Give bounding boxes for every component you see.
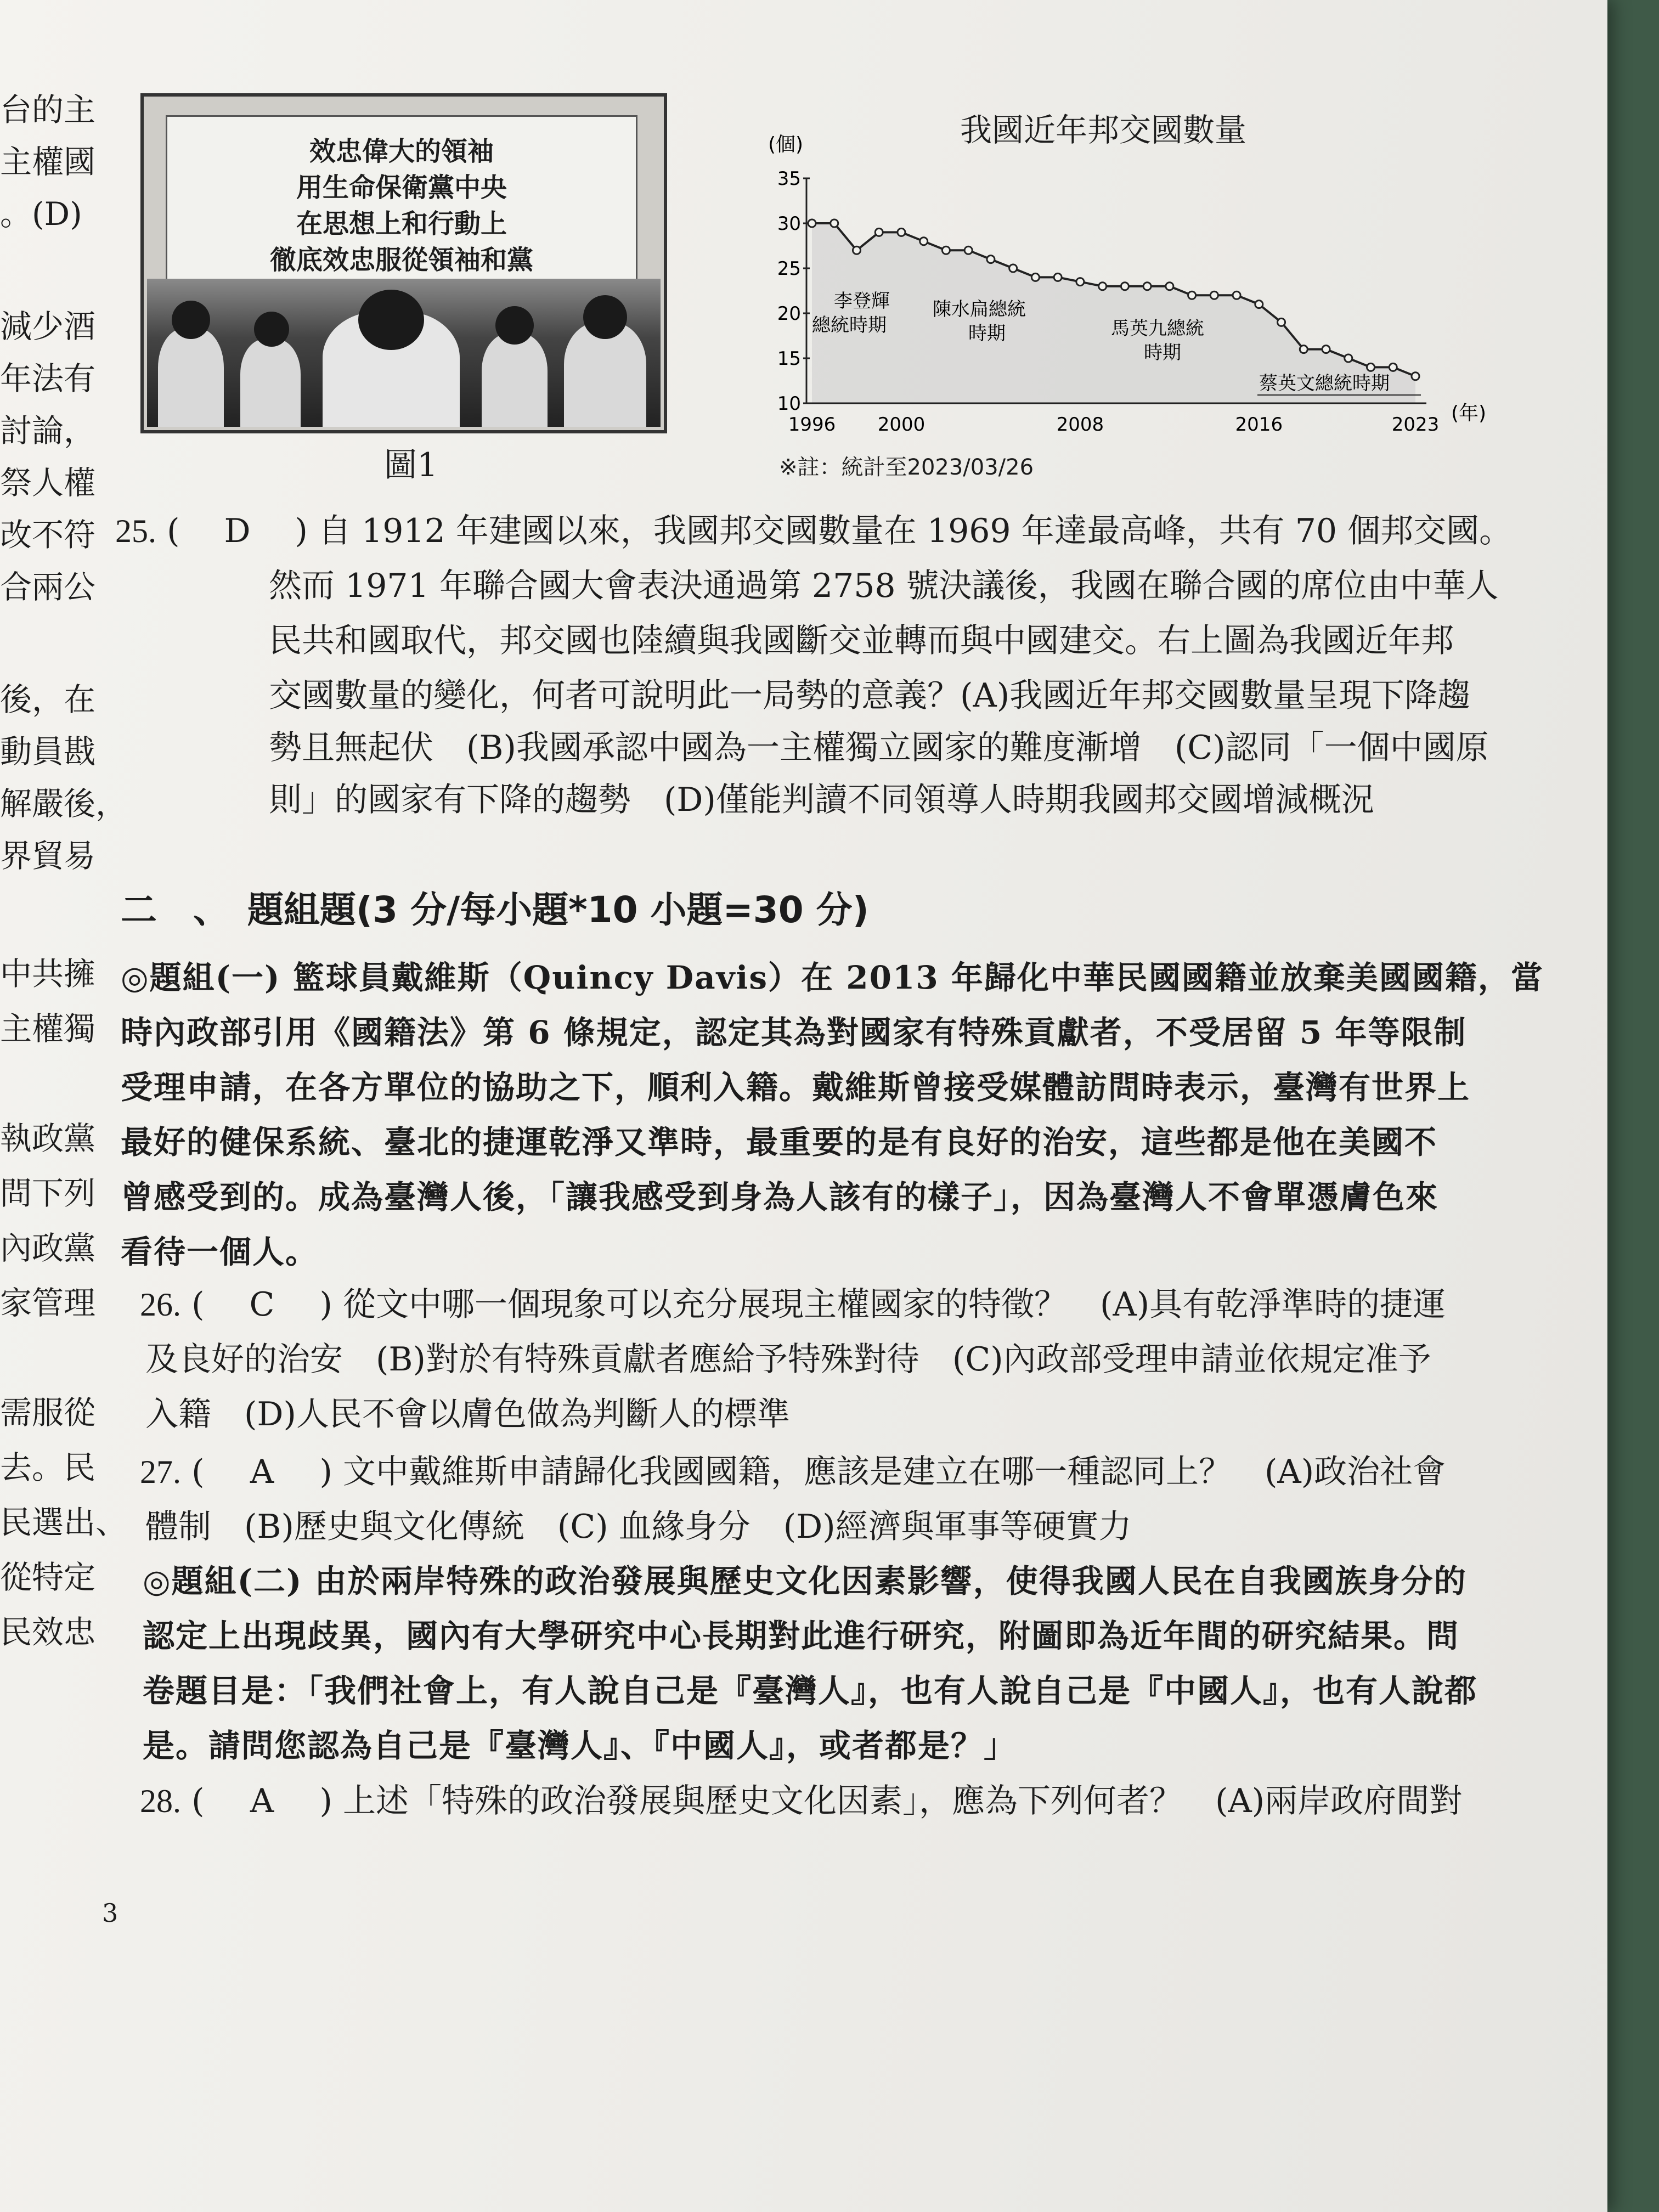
page-number: 3 <box>102 1898 119 1928</box>
y-tick-label: 30 <box>777 213 801 235</box>
data-point <box>1300 346 1307 353</box>
question-text: 則」的國家有下降的趨勢 (D)僅能判讀不同領導人時期我國邦交國增減概況 <box>269 781 1374 819</box>
fragment: 從特定 <box>0 1559 96 1596</box>
fragment: 合兩公 <box>0 568 96 606</box>
question-number: 27. <box>140 1454 181 1490</box>
data-point <box>1233 291 1240 299</box>
data-point <box>808 219 816 227</box>
x-tick-label: 2016 <box>1235 414 1283 436</box>
answer-mark: A <box>250 1782 274 1820</box>
fragment: 年法有 <box>0 360 96 397</box>
fragment: 執政黨 <box>0 1120 96 1157</box>
data-point <box>942 246 950 254</box>
fragment: 家管理 <box>0 1284 96 1322</box>
passage-line: 看待一個人。 <box>121 1233 319 1271</box>
figure-1-caption: 圖1 <box>384 446 438 484</box>
answer-mark: C <box>249 1285 275 1324</box>
data-point <box>920 238 928 245</box>
fragment: 討論， <box>0 412 96 449</box>
fragment: 中共擁 <box>0 955 96 992</box>
fragment: 民選出、 <box>0 1504 128 1541</box>
period-label-ma: 馬英九總統時期 <box>1111 318 1204 364</box>
question-number: 26. <box>140 1286 181 1323</box>
question-text: 從文中哪一個現象可以充分展現主權國家的特徵？ (A)具有乾淨準時的捷運 <box>343 1285 1446 1324</box>
question-text: 自 1912 年建國以來，我國邦交國數量在 1969 年達最高峰，共有 70 個邦交國。 <box>318 512 1513 550</box>
diplomatic-allies-chart <box>757 126 1503 450</box>
passage-line: 時內政部引用《國籍法》第 6 條規定，認定其為對國家有特殊貢獻者，不受居留 5 年等限制 <box>121 1014 1467 1051</box>
question-text: 然而 1971 年聯合國大會表決通過第 2758 號決議後，我國在聯合國的席位由中華人 <box>269 567 1499 605</box>
data-point <box>875 228 883 236</box>
y-tick-label: 35 <box>777 168 801 190</box>
data-point <box>1367 363 1375 371</box>
x-tick-labels <box>788 414 1440 436</box>
data-point <box>1389 363 1397 371</box>
data-point <box>1031 273 1039 281</box>
question-text: 民共和國取代，邦交國也陸續與我國斷交並轉而與中國建交。右上圖為我國近年邦 <box>269 622 1454 660</box>
figure-1-photo <box>140 93 667 433</box>
x-tick-label: 2023 <box>1391 414 1440 436</box>
data-point <box>1009 264 1017 272</box>
fragment: 祭人權 <box>0 464 96 501</box>
y-tick-label: 10 <box>777 393 801 415</box>
fragment: 改不符 <box>0 516 96 554</box>
y-axis-unit: (個) <box>768 133 804 156</box>
question-text: 及良好的治安 (B)對於有特殊貢獻者應給予特殊對待 (C)內政部受理申請並依規定准予 <box>145 1340 1431 1379</box>
x-tick-label: 1996 <box>788 414 836 436</box>
fragment: 動員戡 <box>0 733 96 770</box>
data-point <box>1188 291 1196 299</box>
y-tick-label: 25 <box>777 258 801 280</box>
question-text: 文中戴維斯申請歸化我國國籍，應該是建立在哪一種認同上？ (A)政治社會 <box>343 1453 1446 1491</box>
passage-line: 受理申請，在各方單位的協助之下，順利入籍。戴維斯曾接受媒體訪問時表示，臺灣有世界上 <box>121 1069 1471 1106</box>
data-point <box>1255 301 1263 308</box>
fragment: 民效忠 <box>0 1613 96 1651</box>
data-point <box>1412 373 1419 380</box>
fragment: 去。民 <box>0 1449 96 1486</box>
passage-line: 認定上出現歧異，國內有大學研究中心長期對此進行研究，附圖即為近年間的研究結果。問 <box>143 1617 1460 1655</box>
x-tick-label: 2000 <box>877 414 926 436</box>
banner-line: 在思想上和行動上 <box>296 208 507 239</box>
fragment: 需服從 <box>0 1394 96 1431</box>
period-label-tsai: 蔡英文總統時期 <box>1259 373 1390 394</box>
y-tick-labels <box>777 168 810 415</box>
fragment: 後，在 <box>0 681 96 718</box>
fragment: 界貿易 <box>0 837 96 874</box>
data-point <box>1076 278 1084 286</box>
data-point <box>853 246 860 254</box>
banner-line: 徹底效忠服從領袖和黨 <box>269 245 533 275</box>
data-point <box>964 246 972 254</box>
banner-line: 效忠偉大的領袖 <box>309 136 494 167</box>
passage-line: 最好的健保系統、臺北的捷運乾淨又準時，最重要的是有良好的治安，這些都是他在美國不 <box>121 1124 1438 1161</box>
x-axis-unit: (年) <box>1451 402 1487 425</box>
data-point <box>1322 346 1330 353</box>
fragment: 減少酒 <box>0 308 96 345</box>
question-text: 入籍 (D)人民不會以膚色做為判斷人的標準 <box>145 1395 790 1434</box>
question-number: 25. <box>115 513 156 549</box>
period-label-chen: 陳水扁總統時期 <box>933 298 1026 345</box>
data-point <box>1278 318 1285 326</box>
exam-page: 台的主 主權國 。(D) 減少酒 年法有 討論， 祭人權 改不符 合兩公 後，在 動員戡 解嚴後， 界貿易 中共擁 主權獨 執政黨 問下列 內政黨 家管理 需服從 去。民 民選出、 從特定 民效忠 效忠偉大的領袖 用生命保衛黨中央 在思想上和行動上 徹底效忠服從領袖和黨 圖1 我國近年邦交國數量 (個) 35 30 25 20 15 10 1996 2000 2008 2016 2023 (年) 李登輝總統時期 陳水扁總統時期 馬英九總統時期 蔡英文總統時期 ※註：統計至2023/03/26 25. ( D ) 自 1912 年建國以來，我國邦交國數量在 1969 年達最高峰，共有 70 個邦交國。 然而 1971 年聯合國大會表決通過第 2758 號決議後，我國在聯合國的席位由中華人 民共和國取代，邦交國也陸續與我國斷交並轉而與中國建交。右上圖為我國近年邦 交國數量的變化，何者可說明此一局勢的意義？(A)我國近年邦交國數量呈現下降趨 勢且無起伏 (B)我國承認中國為一主權獨立國家的難度漸增 (C)認同「一個中國原 則」的國家有下降的趨勢 (D)僅能判讀不同領導人時期我國邦交國增減概況 二 、 題組題(3 分/每小題*10 小題=30 分) ◎題組(一) 籃球員戴維斯（Quincy Davis）在 2013 年歸化中華民國國籍並放棄美國國籍，當 時內政部引用《國籍法》第 6 條規定，認定其為對國家有特殊貢獻者，不受居留 5 年等限制 受理申請，在各方單位的協助之下，順利入籍。戴維斯曾接受媒體訪問時表示，臺灣有世界上 最好的健保系統、臺北的捷運乾淨又準時，最重要的是有良好的治安，這些都是他在美國不 曾感受到的。成為臺灣人後，「讓我感受到身為人該有的樣子」，因為臺灣人不會單憑膚色來 看待一個人。 26. ( C ) 從文中哪一個現象可以充分展現主權國家的特徵？ (A)具有乾淨準時的捷運 及良好的治安 (B)對於有特殊貢獻者應給予特殊對待 (C)內政部受理申請並依規定准予 入籍 (D)人民不會以膚色做為判斷人的標準 27. ( A ) 文中戴維斯申請歸化我國國籍，應該是建立在哪一種認同上？ (A)政治社會 體制 (B)歷史與文化傳統 (C) 血緣身分 (D)經濟與軍事等硬實力 ◎題組(二) 由於兩岸特殊的政治發展與歷史文化因素影響，使得我國人民在自我國族身分的 認定上出現歧異，國內有大學研究中心長期對此進行研究，附圖即為近年間的研究結果。問 卷題目是：「我們社會上，有人說自己是『臺灣人』，也有人說自己是『中國人』，也有人說都 是。請問您認為自己是『臺灣人』、『中國人』，或者都是？」 28. ( A ) 上述「特殊的政治發展與歷史文化因素」，應為下列何者？ (A)兩岸政府間對 3 <box>0 0 1607 2212</box>
data-point <box>1210 291 1218 299</box>
photo-crowd <box>147 279 661 427</box>
y-tick-label: 20 <box>777 303 801 325</box>
data-point <box>831 219 838 227</box>
fragment: 主權國 <box>0 143 96 180</box>
question-text: 勢且無起伏 (B)我國承認中國為一主權獨立國家的難度漸增 (C)認同「一個中國原 <box>269 729 1489 767</box>
data-point <box>1099 283 1107 290</box>
period-label-lee: 李登輝總統時期 <box>812 290 890 336</box>
question-text: 體制 (B)歷史與文化傳統 (C) 血緣身分 (D)經濟與軍事等硬實力 <box>145 1508 1132 1546</box>
chart-title: 我國近年邦交國數量 <box>960 111 1247 149</box>
passage-line: ◎題組(二) 由於兩岸特殊的政治發展與歷史文化因素影響，使得我國人民在自我國族身分的 <box>143 1562 1467 1600</box>
passage-line: ◎題組(一) 籃球員戴維斯（Quincy Davis）在 2013 年歸化中華民國國籍並放棄美國國籍，當 <box>121 959 1544 996</box>
data-point <box>1143 283 1151 290</box>
x-tick-label: 2008 <box>1056 414 1104 436</box>
data-point <box>1166 283 1173 290</box>
question-text: 上述「特殊的政治發展與歷史文化因素」，應為下列何者？ (A)兩岸政府間對 <box>343 1782 1463 1820</box>
data-point <box>898 228 905 236</box>
fragment: 台的主 <box>0 91 96 128</box>
chart-note: ※註：統計至2023/03/26 <box>779 455 1034 480</box>
answer-mark: D <box>224 512 251 550</box>
fragment: 內政黨 <box>0 1229 96 1267</box>
answer-mark: A <box>250 1453 274 1491</box>
data-point <box>1345 354 1352 362</box>
fragment: 解嚴後， <box>0 785 128 822</box>
passage-line: 曾感受到的。成為臺灣人後，「讓我感受到身為人該有的樣子」，因為臺灣人不會單憑膚色來 <box>121 1178 1439 1216</box>
question-number: 28. <box>140 1783 181 1819</box>
fragment: 。(D) <box>0 195 82 233</box>
data-point <box>1054 273 1062 281</box>
data-point <box>987 256 995 263</box>
fragment: 問下列 <box>0 1175 96 1212</box>
passage-line: 是。請問您認為自己是『臺灣人』、『中國人』，或者都是？」 <box>143 1727 1017 1764</box>
passage-line: 卷題目是：「我們社會上，有人說自己是『臺灣人』，也有人說自己是『中國人』，也有人說都 <box>143 1672 1478 1709</box>
section-heading: 二 、 題組題(3 分/每小題*10 小題=30 分) <box>121 889 869 931</box>
question-text: 交國數量的變化，何者可說明此一局勢的意義？(A)我國近年邦交國數量呈現下降趨 <box>269 676 1471 715</box>
banner-line: 用生命保衛黨中央 <box>296 172 507 203</box>
fragment: 主權獨 <box>0 1010 96 1047</box>
data-point <box>1121 283 1128 290</box>
y-tick-label: 15 <box>777 348 801 370</box>
